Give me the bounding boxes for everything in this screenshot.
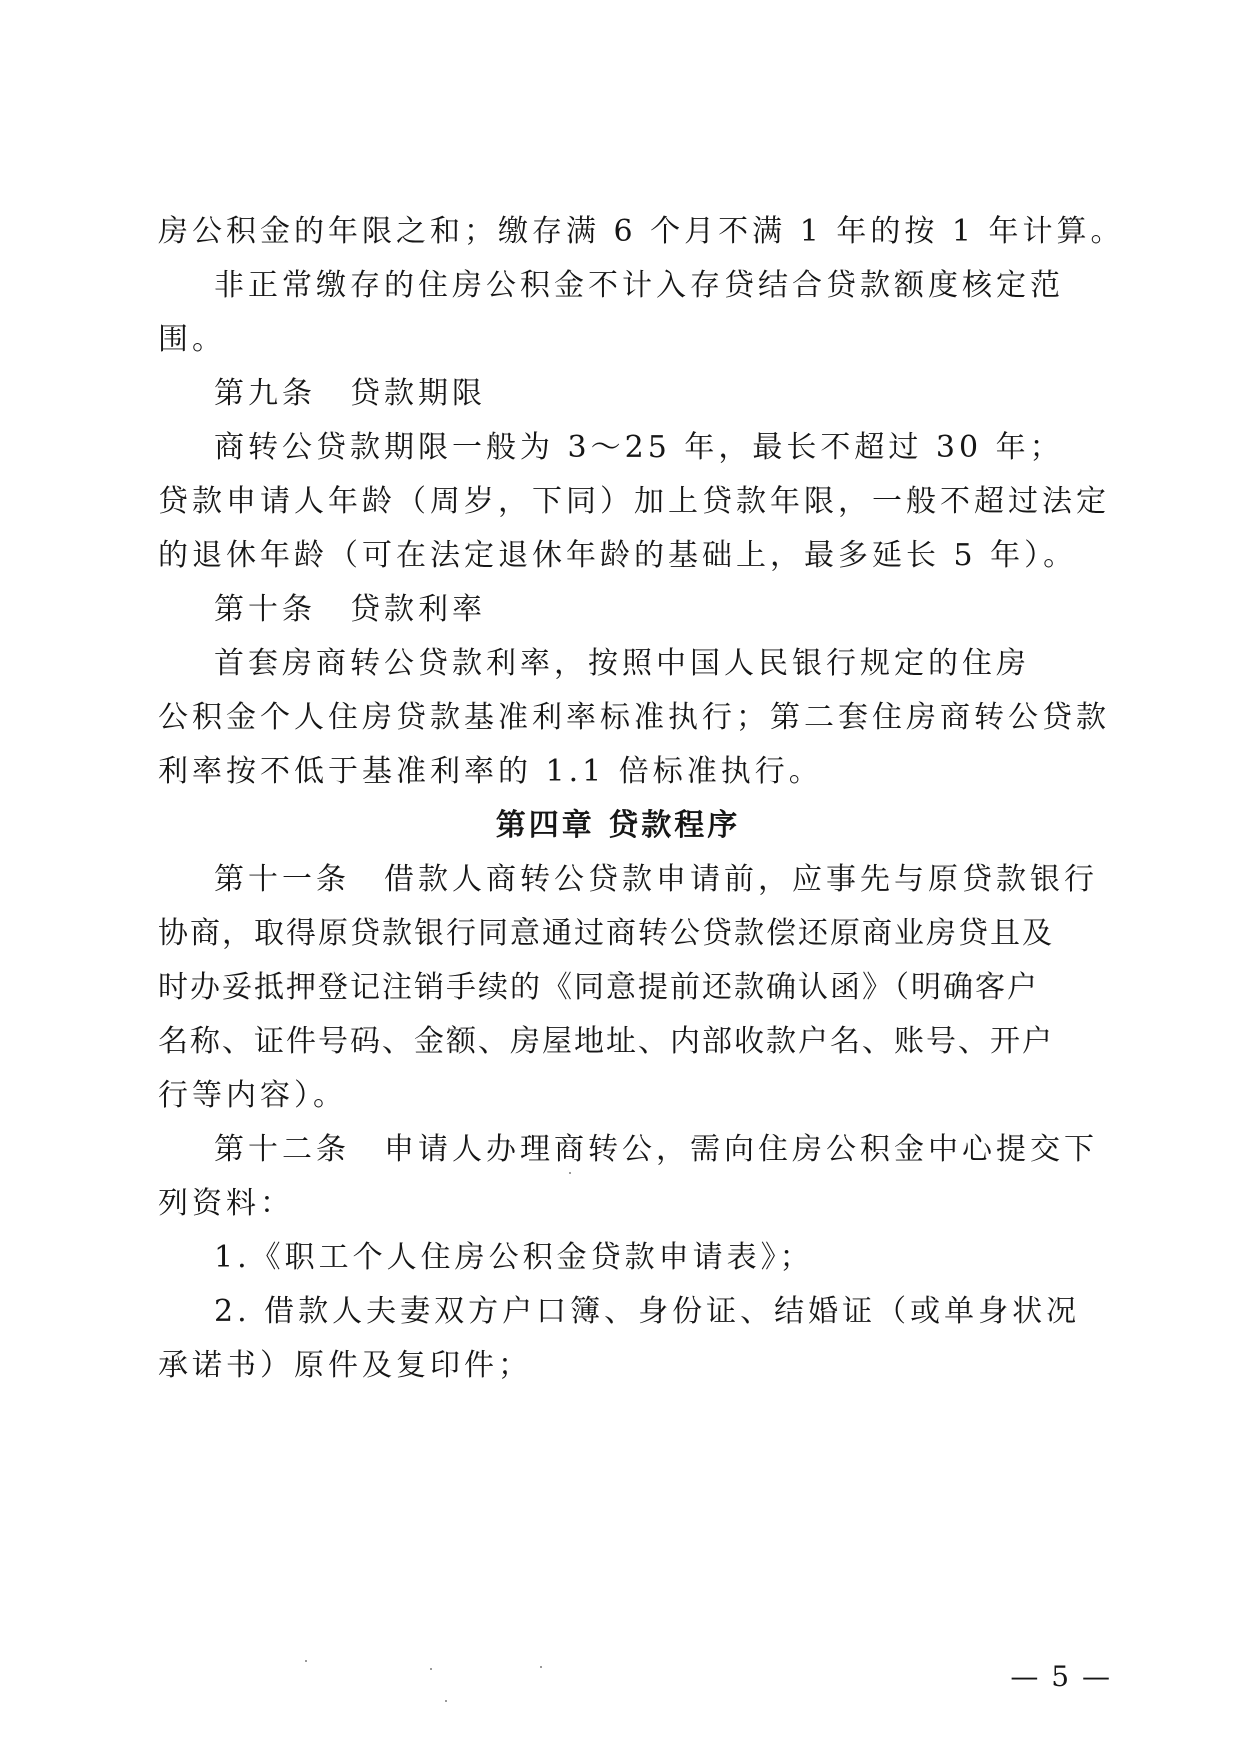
- body-line: 贷款申请人年龄（周岁，下同）加上贷款年限，一般不超过法定: [158, 484, 1110, 519]
- body-line: 商转公贷款期限一般为 3～25 年，最长不超过 30 年；: [214, 430, 1064, 465]
- page-number: — 5 —: [1010, 1660, 1112, 1693]
- body-line: 名称、证件号码、金额、房屋地址、内部收款户名、账号、开户: [158, 1024, 1054, 1059]
- body-line: 的退休年龄（可在法定退休年龄的基础上，最多延长 5 年）。: [158, 538, 1078, 573]
- body-line: 非正常缴存的住房公积金不计入存贷结合贷款额度核定范: [214, 268, 1064, 303]
- article-heading-10: 第十条 贷款利率: [214, 592, 486, 627]
- list-item-2: 2. 借款人夫妻双方户口簿、身份证、结婚证（或单身状况: [214, 1294, 1081, 1329]
- body-line: 围。: [158, 322, 226, 357]
- body-line: 承诺书）原件及复印件；: [158, 1348, 532, 1383]
- body-line: 首套房商转公贷款利率，按照中国人民银行规定的住房: [214, 646, 1030, 681]
- scan-speck: [305, 1660, 307, 1662]
- body-line: 公积金个人住房贷款基准利率标准执行；第二套住房商转公贷款: [158, 700, 1110, 735]
- body-line: 房公积金的年限之和；缴存满 6 个月不满 1 年的按 1 年计算。: [158, 214, 1125, 249]
- article-11-first-line: 第十一条 借款人商转公贷款申请前，应事先与原贷款银行: [214, 862, 1098, 897]
- body-line: 行等内容）。: [158, 1078, 347, 1113]
- article-12-first-line: 第十二条 申请人办理商转公，需向住房公积金中心提交下: [214, 1132, 1098, 1167]
- body-line: 利率按不低于基准利率的 1.1 倍标准执行。: [158, 754, 823, 789]
- article-heading-9: 第九条 贷款期限: [214, 376, 486, 411]
- scan-speck: [569, 1172, 571, 1174]
- scan-speck: [445, 1700, 447, 1702]
- scan-speck: [540, 1666, 542, 1668]
- body-line: 列资料：: [158, 1186, 294, 1221]
- body-line: 时办妥抵押登记注销手续的《同意提前还款确认函》（明确客户: [158, 970, 1039, 1005]
- scan-speck: [430, 1668, 432, 1670]
- body-line: 协商，取得原贷款银行同意通过商转公贷款偿还原商业房贷且及: [158, 916, 1054, 951]
- chapter-heading: 第四章 贷款程序: [495, 808, 741, 843]
- list-item-1: 1.《职工个人住房公积金贷款申请表》；: [214, 1240, 814, 1275]
